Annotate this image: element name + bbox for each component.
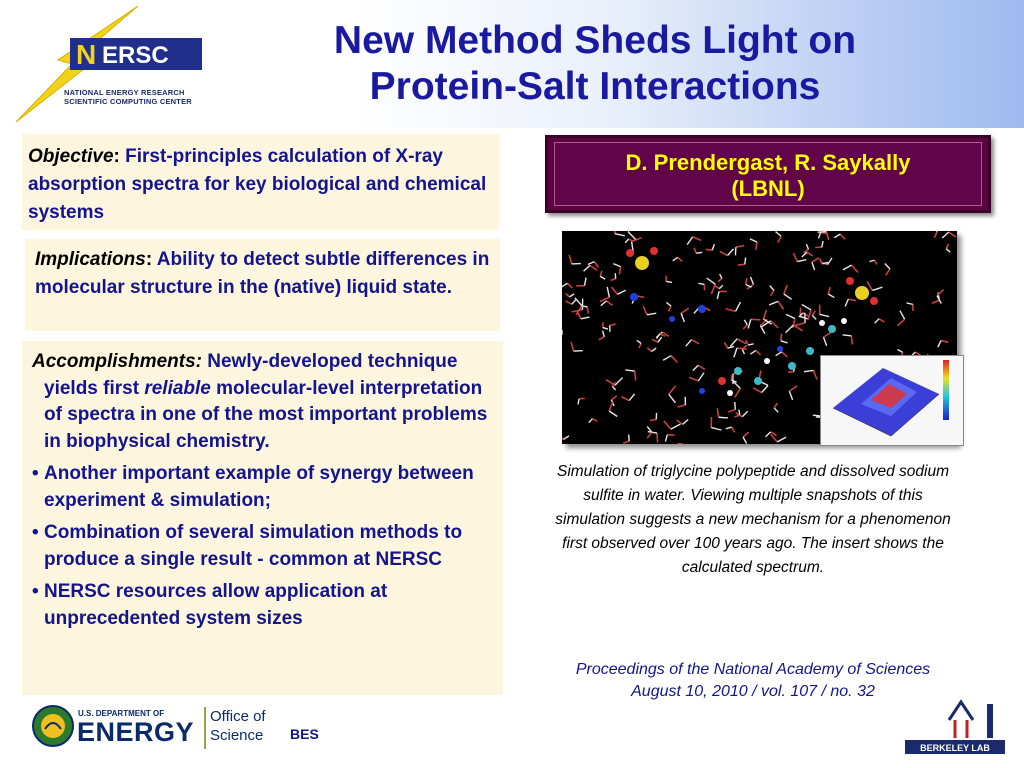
water-bond	[578, 399, 579, 405]
water-bond	[804, 370, 814, 371]
atom	[828, 325, 836, 333]
water-bond	[610, 279, 615, 281]
water-bond	[845, 299, 848, 306]
water-bond	[652, 348, 657, 351]
water-bond	[731, 375, 732, 380]
water-bond	[743, 432, 749, 437]
water-bond	[807, 252, 813, 256]
water-bond	[673, 257, 678, 260]
water-bond	[732, 427, 735, 432]
water-bond	[619, 267, 620, 275]
water-bond	[717, 291, 719, 299]
water-bond	[851, 265, 858, 272]
water-bond	[643, 306, 647, 315]
spectrum-inset	[820, 355, 964, 446]
berkeley-text: BERKELEY LAB	[920, 743, 990, 753]
water-bond	[693, 365, 699, 370]
water-bond	[719, 285, 723, 288]
water-bond	[689, 377, 698, 381]
water-bond	[652, 340, 658, 343]
water-bond	[720, 251, 728, 255]
water-bond	[613, 264, 620, 267]
water-bond	[872, 287, 882, 290]
water-bond	[728, 410, 735, 412]
logo-text: ERSC	[102, 42, 169, 69]
water-bond	[589, 419, 593, 423]
water-bond	[678, 257, 682, 261]
water-bond	[678, 405, 686, 407]
water-bond	[818, 232, 827, 233]
water-bond	[797, 260, 806, 262]
water-bond	[669, 394, 676, 403]
water-bond	[572, 310, 583, 312]
water-bond	[663, 356, 671, 361]
water-bond	[647, 348, 651, 352]
water-bond	[717, 408, 718, 417]
objective-sep: :	[113, 146, 120, 167]
water-bond	[946, 249, 950, 253]
logo-sub-line2: SCIENTIFIC COMPUTING CENTER	[64, 97, 192, 106]
bullet-text: NERSC resources allow application at unprecedented system sizes	[44, 581, 388, 629]
water-bond	[900, 311, 905, 320]
water-bond	[715, 286, 719, 289]
water-bond	[823, 332, 831, 337]
water-bond	[782, 352, 787, 357]
water-bond	[897, 350, 902, 353]
water-bond	[820, 314, 829, 316]
water-bond	[609, 411, 617, 417]
water-bond	[694, 248, 696, 254]
water-bond	[724, 342, 727, 348]
atom	[788, 362, 796, 370]
doe-seal-icon	[32, 705, 74, 747]
atom	[734, 367, 742, 375]
authors-box	[545, 135, 991, 213]
water-bond	[776, 352, 782, 356]
water-bond	[750, 350, 755, 354]
water-bond	[629, 239, 633, 242]
water-bond	[828, 294, 834, 298]
nersc-logo	[10, 4, 210, 124]
atom	[669, 316, 675, 322]
water-bond	[600, 276, 605, 279]
water-bond	[728, 249, 734, 256]
water-bond	[584, 265, 590, 271]
water-bond	[572, 299, 577, 304]
water-bond	[683, 419, 689, 424]
objective-text: First-principles calculation of X-ray absorption spectra for key biological and chemical systems	[28, 146, 487, 223]
water-bond	[737, 339, 746, 344]
water-bond	[610, 324, 616, 326]
nersc-subtitle	[64, 88, 192, 106]
water-bond	[770, 290, 774, 295]
water-bond	[671, 424, 681, 429]
citation	[560, 659, 946, 703]
water-bond	[827, 258, 832, 265]
water-bond	[570, 294, 574, 297]
water-bond	[774, 408, 778, 412]
water-bond	[946, 244, 948, 249]
water-bond	[828, 287, 830, 294]
water-bond	[625, 239, 628, 243]
water-bond	[607, 301, 613, 305]
water-bond	[668, 306, 671, 311]
water-bond	[615, 378, 623, 386]
water-bond	[934, 231, 937, 237]
water-bond	[820, 258, 823, 263]
atom	[819, 320, 825, 326]
water-bond	[739, 410, 740, 415]
water-bond	[938, 341, 941, 348]
title-line2: Protein-Salt Interactions	[369, 65, 821, 108]
water-bond	[639, 343, 641, 348]
water-bond	[763, 310, 766, 319]
title-line1: New Method Sheds Light on	[333, 19, 857, 62]
accomplishments-emphasis: reliable	[144, 377, 211, 399]
water-bond	[706, 249, 712, 250]
water-bond	[677, 420, 683, 424]
atom	[630, 293, 638, 301]
water-bond	[774, 403, 777, 408]
water-bond	[778, 236, 781, 242]
water-bond	[771, 321, 779, 328]
water-bond	[628, 232, 636, 240]
water-bond	[897, 319, 904, 326]
water-bond	[786, 314, 795, 318]
water-bond	[569, 255, 571, 264]
water-bond	[600, 271, 602, 277]
water-bond	[665, 435, 667, 442]
water-bond	[843, 265, 852, 270]
water-bond	[698, 365, 704, 369]
figure-caption: Simulation of triglycine polypeptide and dissolved sodium sulfite in water. Viewing multiple snapshots of this simulation suggests a new mechanism for a phenomenon first observed over 100 years ago. The insert shows the calculated spectrum.	[555, 463, 951, 576]
water-bond	[820, 233, 826, 234]
berkeley-lab-icon	[905, 698, 1005, 756]
bullet-item	[32, 461, 493, 514]
water-bond	[625, 370, 634, 371]
doe-logo	[32, 701, 332, 753]
water-bond	[748, 344, 753, 345]
water-bond	[666, 302, 671, 306]
objective-label: Objective	[28, 146, 114, 167]
water-bond	[571, 342, 574, 351]
water-bond	[566, 301, 572, 304]
atom	[870, 297, 878, 305]
water-bond	[647, 432, 652, 438]
objective-box	[22, 134, 499, 230]
water-bond	[731, 380, 736, 382]
bullet-dot-icon: •	[32, 463, 39, 484]
water-bond	[650, 419, 656, 420]
citation-line1: Proceedings of the National Academy of Sciences	[575, 661, 931, 678]
water-bond	[795, 323, 805, 326]
implications-label: Implications	[35, 249, 146, 270]
water-bond	[744, 320, 747, 325]
water-bond	[607, 287, 609, 297]
office-of-science	[210, 707, 290, 745]
water-bond	[793, 253, 797, 261]
office-line1: Office of	[210, 708, 266, 725]
logo-sub-line1: NATIONAL ENERGY RESEARCH	[64, 88, 185, 97]
bullet-dot-icon: •	[32, 522, 39, 543]
water-bond	[822, 241, 823, 247]
water-bond	[698, 283, 704, 284]
implications-text: Ability to detect subtle differences in molecular structure in the (native) liquid state.	[35, 249, 490, 298]
water-bond	[826, 232, 829, 240]
water-bond	[671, 356, 677, 363]
bullet-text: Another important example of synergy between experiment & simulation;	[44, 463, 474, 511]
water-bond	[566, 293, 570, 297]
water-bond	[746, 278, 747, 284]
water-bond	[875, 319, 879, 323]
water-bond	[745, 258, 746, 265]
bullet-dot-icon: •	[32, 581, 39, 602]
office-line2: Science	[210, 727, 264, 744]
water-bond	[812, 258, 819, 262]
water-bond	[603, 331, 605, 337]
water-bond	[693, 237, 702, 241]
water-bond	[628, 231, 634, 232]
water-bond	[869, 260, 874, 262]
water-bond	[766, 432, 771, 437]
water-bond	[712, 244, 714, 250]
water-bond	[696, 252, 702, 253]
water-bond	[730, 339, 737, 347]
water-bond	[648, 432, 657, 434]
water-bond	[611, 396, 616, 400]
water-bond	[867, 281, 872, 290]
water-bond	[711, 427, 721, 430]
water-bond	[657, 433, 658, 442]
water-bond	[814, 370, 817, 379]
water-bond	[808, 310, 811, 320]
water-bond	[681, 313, 684, 322]
water-bond	[669, 386, 676, 394]
water-bond	[581, 317, 590, 319]
water-bond	[691, 340, 699, 344]
water-bond	[736, 246, 744, 247]
water-bond	[735, 402, 736, 410]
water-bond	[736, 302, 741, 311]
water-bond	[623, 441, 629, 443]
water-bond	[637, 340, 641, 343]
atom	[754, 377, 762, 385]
atom	[650, 247, 658, 255]
water-bond	[687, 237, 692, 245]
water-bond	[885, 264, 890, 269]
svg-text:N: N	[76, 39, 97, 70]
water-bond	[681, 308, 689, 313]
water-bond	[664, 421, 671, 429]
water-bond	[874, 260, 877, 264]
water-bond	[750, 277, 753, 284]
doe-divider	[204, 707, 206, 749]
water-bond	[600, 297, 609, 301]
water-bond	[756, 350, 761, 354]
water-bond	[622, 397, 630, 401]
water-bond	[711, 284, 715, 294]
water-bond	[606, 380, 615, 386]
water-bond	[770, 286, 774, 291]
accomplishments-sep: :	[195, 351, 202, 372]
water-bond	[742, 349, 744, 354]
water-bond	[756, 242, 757, 250]
atom	[841, 318, 847, 324]
water-bond	[942, 232, 949, 238]
water-bond	[735, 388, 741, 397]
water-bond	[584, 278, 586, 286]
water-bond	[742, 411, 747, 417]
water-bond	[612, 287, 618, 294]
water-bond	[750, 239, 757, 242]
water-bond	[629, 435, 630, 441]
water-bond	[615, 234, 625, 236]
water-bond	[949, 232, 956, 237]
water-bond	[738, 264, 745, 265]
implications-sep: :	[145, 249, 153, 270]
water-bond	[907, 303, 913, 304]
water-bond	[789, 386, 797, 391]
atom	[764, 358, 770, 364]
water-bond	[784, 285, 787, 294]
atom	[718, 377, 726, 385]
water-bond	[666, 281, 672, 282]
water-bond	[617, 290, 625, 294]
water-bond	[769, 301, 778, 305]
water-bond	[735, 415, 740, 417]
water-bond	[848, 299, 856, 300]
water-bond	[879, 319, 884, 322]
water-bond	[818, 233, 820, 239]
water-bond	[781, 334, 782, 341]
bullet-item	[32, 579, 493, 632]
water-bond	[635, 371, 636, 380]
water-bond	[748, 319, 751, 328]
water-bond	[789, 391, 792, 400]
water-bond	[728, 346, 734, 348]
water-bond	[594, 262, 598, 268]
atom	[727, 390, 733, 396]
water-bond	[609, 402, 613, 411]
water-bond	[743, 325, 747, 329]
water-bond	[753, 388, 761, 393]
water-bond	[834, 234, 840, 237]
accomplishments-box	[22, 341, 503, 695]
lightning-bolt-icon	[10, 4, 210, 124]
water-bond	[707, 278, 716, 284]
water-bond	[851, 336, 852, 345]
doe-dept-text: U.S. DEPARTMENT OF	[78, 709, 165, 718]
water-bond	[658, 337, 662, 342]
water-bond	[776, 232, 782, 237]
water-bond	[737, 348, 747, 349]
water-bond	[629, 394, 634, 401]
water-bond	[734, 348, 737, 357]
accomplishments-label: Accomplishments	[32, 351, 196, 372]
citation-line2: August 10, 2010 / vol. 107 / no. 32	[631, 683, 875, 700]
water-bond	[563, 436, 568, 440]
accomplishments-text-pre: Newly-developed technique yields first	[44, 351, 458, 399]
atom	[635, 256, 649, 270]
water-bond	[603, 328, 608, 329]
water-bond	[726, 309, 736, 312]
water-bond	[746, 340, 748, 345]
water-bond	[802, 304, 811, 309]
water-bond	[761, 386, 768, 393]
water-bond	[751, 319, 761, 320]
water-bond	[720, 274, 722, 279]
water-bond	[587, 307, 588, 314]
accomplishments-bullets	[32, 461, 493, 632]
bes-label: BES	[290, 726, 319, 742]
atom	[699, 388, 705, 394]
water-bond	[812, 262, 815, 270]
atom	[777, 346, 783, 352]
water-bond	[886, 269, 890, 275]
accomplishments-intro	[32, 349, 493, 455]
water-bond	[612, 386, 615, 390]
water-bond	[781, 341, 788, 343]
water-bond	[784, 294, 792, 299]
water-bond	[812, 311, 815, 316]
water-bond	[726, 427, 732, 429]
water-bond	[777, 437, 786, 442]
water-bond	[647, 313, 656, 315]
water-bond	[806, 244, 808, 249]
water-bond	[567, 283, 572, 288]
water-bond	[823, 337, 826, 345]
atom	[626, 249, 634, 257]
implications-box	[25, 239, 500, 331]
atom	[855, 286, 869, 300]
bullet-item	[32, 520, 493, 573]
atom	[846, 277, 854, 285]
water-bond	[786, 325, 794, 333]
accomplishments-text-post: molecular-level interpretation of spectra in one of the most important problems in biophysical chemistry.	[44, 377, 488, 452]
water-bond	[840, 234, 845, 239]
authors-text	[548, 150, 988, 202]
water-bond	[562, 283, 567, 287]
water-bond	[793, 325, 802, 331]
water-bond	[718, 279, 722, 282]
atom	[806, 347, 814, 355]
atom	[698, 305, 706, 313]
water-bond	[588, 262, 594, 265]
authors-line2: (LBNL)	[731, 176, 805, 201]
water-bond	[698, 373, 704, 381]
berkeley-lab-logo	[905, 698, 1005, 756]
water-bond	[686, 340, 692, 346]
water-bond	[719, 417, 728, 418]
water-bond	[743, 437, 747, 444]
water-bond	[812, 315, 816, 319]
water-bond	[599, 337, 605, 340]
water-bond	[843, 335, 852, 336]
doe-energy-text: ENERGY	[77, 717, 195, 747]
authors-line1: D. Prendergast, R. Saykally	[625, 150, 911, 175]
spectrum-plot	[821, 356, 963, 445]
water-bond	[778, 301, 783, 309]
water-bond	[932, 300, 939, 303]
bullet-text: Combination of several simulation methods to produce a single result - common at NERSC	[44, 522, 463, 570]
water-bond	[941, 341, 948, 343]
water-bond	[590, 265, 597, 270]
water-bond	[592, 419, 597, 422]
page-title	[250, 18, 940, 110]
